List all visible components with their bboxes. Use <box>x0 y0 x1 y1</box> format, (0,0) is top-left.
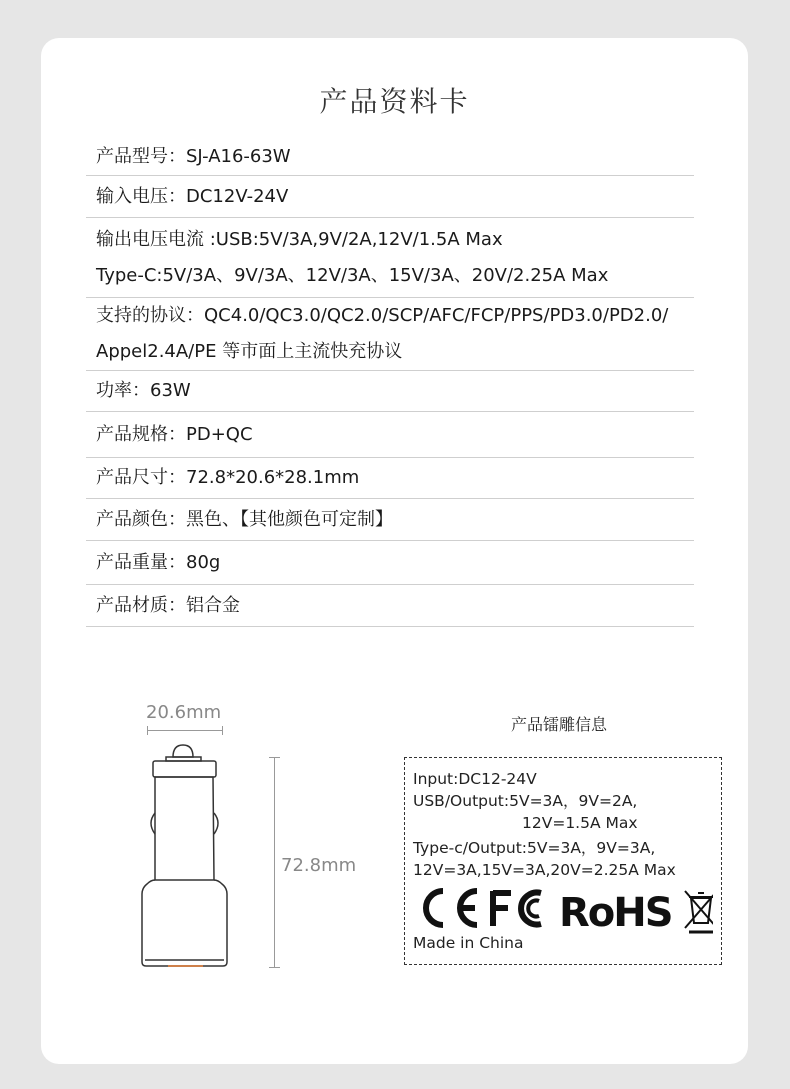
spec-text: 支持的协议：QC4.0/QC3.0/QC2.0/SCP/AFC/FCP/PPS/PD3.0/PD2.0/ <box>96 305 669 326</box>
spec-row-output <box>86 218 694 298</box>
rohs-mark-icon: RoHS <box>559 890 672 936</box>
engraving-line: 12V=1.5A Max <box>522 814 638 832</box>
spec-table <box>86 138 694 627</box>
spec-row-power <box>86 371 694 412</box>
spec-row-protocols <box>86 298 694 371</box>
ce-mark-icon <box>426 891 477 925</box>
spec-text: 功率：63W <box>96 380 191 401</box>
spec-text: 产品材质：铝合金 <box>96 594 240 616</box>
spec-row-spec <box>86 412 694 458</box>
height-dimension-tick <box>269 757 280 758</box>
spec-row-material <box>86 585 694 627</box>
width-dimension-label: 20.6mm <box>146 702 222 723</box>
spec-text: 产品型号：SJ-A16-63W <box>96 145 291 167</box>
engraving-line: 12V=3A,15V=3A,20V=2.25A Max <box>413 861 676 879</box>
spec-row-input-voltage <box>86 176 694 218</box>
fc-mark-icon <box>493 891 541 926</box>
height-dimension-label: 72.8mm <box>281 855 357 876</box>
width-dimension-tick <box>147 726 148 735</box>
spec-row-size <box>86 458 694 499</box>
height-dimension-tick <box>269 967 280 968</box>
engraving-title: 产品镭雕信息 <box>511 715 608 734</box>
width-dimension-tick <box>222 726 223 735</box>
engraving-box <box>404 757 722 965</box>
page-title: 产品资料卡 <box>319 85 470 118</box>
spec-text: 输出电压电流 :USB:5V/3A,9V/2A,12V/1.5A Max <box>96 228 503 250</box>
spec-row-weight <box>86 541 694 585</box>
spec-text: 产品尺寸：72.8*20.6*28.1mm <box>96 467 360 488</box>
engraving-line: Input:DC12-24V <box>413 770 537 788</box>
engraving-line: Type-c/Output:5V=3A，9V=3A, <box>413 839 656 857</box>
height-dimension-line <box>274 757 275 967</box>
spec-text: 产品颜色：黑色、【其他颜色可定制】 <box>96 508 393 530</box>
made-in-china-text: Made in China <box>413 934 524 952</box>
spec-row-model <box>86 138 694 176</box>
spec-text: 产品规格：PD+QC <box>96 423 253 445</box>
spec-text: 产品重量：80g <box>96 551 221 573</box>
weee-bin-icon <box>685 891 713 932</box>
spec-row-color <box>86 499 694 541</box>
engraving-line: USB/Output:5V=3A，9V=2A, <box>413 792 638 810</box>
spec-text: Type-C:5V/3A、9V/3A、12V/3A、15V/3A、20V/2.25A Max <box>96 264 609 286</box>
width-dimension-line <box>147 730 223 731</box>
car-charger-outline-drawing <box>133 738 243 970</box>
product-info-card <box>41 38 748 1064</box>
certification-marks <box>413 884 713 936</box>
spec-text: 输入电压：DC12V-24V <box>96 185 289 207</box>
spec-text: Appel2.4A/PE 等市面上主流快充协议 <box>96 341 403 362</box>
